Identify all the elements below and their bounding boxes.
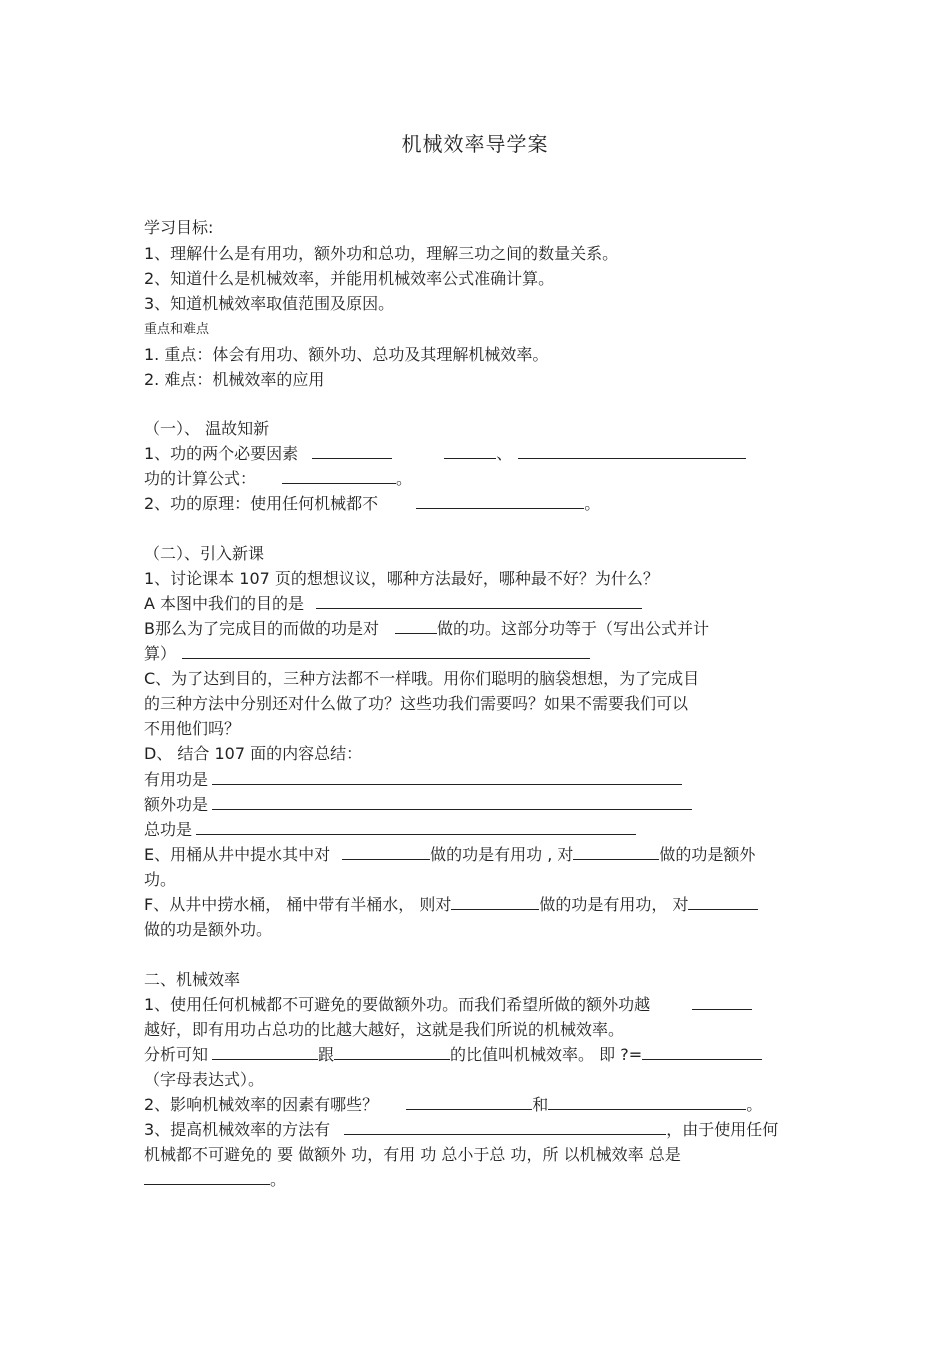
key-points-heading: 重点和难点 <box>144 322 210 337</box>
efficiency-l8 <box>144 1170 286 1190</box>
intro-q1: 1、讨论课本 107 页的想想议议，哪种方法最好，哪种最不好？为什么？ <box>144 569 659 588</box>
efficiency-l5b: 和 <box>532 1095 549 1114</box>
review-q1b <box>144 469 412 489</box>
fill-blank[interactable] <box>444 444 496 459</box>
intro-e1-mid: 做的功是有用功 , 对 <box>430 845 574 864</box>
fill-blank[interactable] <box>182 644 590 659</box>
fill-blank[interactable] <box>344 1120 666 1135</box>
efficiency-l3a: 分析可知 <box>144 1045 209 1064</box>
review-q1-text: 1、功的两个必要因素 <box>144 444 299 463</box>
intro-b1-tail: 做的功。这部分功等于（写出公式并计 <box>436 619 709 638</box>
fill-blank[interactable] <box>342 845 430 860</box>
intro-c3: 不用他们吗？ <box>144 719 241 738</box>
intro-b1 <box>144 619 709 639</box>
fill-blank[interactable] <box>642 1045 762 1060</box>
efficiency-l7: 机械都不可避免的 要 做额外 功，有用 功 总小于总 功，所 以机械效率 总是 <box>144 1145 681 1164</box>
intro-f1-text: F、从井中捞水桶， 桶中带有半桶水， 则对 <box>144 895 452 914</box>
review-q1 <box>144 444 746 464</box>
fill-blank[interactable] <box>212 770 682 785</box>
fill-blank[interactable] <box>196 820 636 835</box>
intro-heading: （二）、引入新课 <box>144 544 265 563</box>
intro-e2: 功。 <box>144 870 177 889</box>
fill-blank[interactable] <box>395 619 437 634</box>
total-work-label: 总功是 <box>144 820 193 839</box>
intro-a-text: A 本图中我们的目的是 <box>144 594 305 613</box>
key-point-item: 2. 难点：机械效率的应用 <box>144 370 325 389</box>
review-q2 <box>144 494 600 514</box>
fill-blank[interactable] <box>212 795 692 810</box>
intro-b2-text: 算） <box>144 644 177 663</box>
fill-blank[interactable] <box>692 995 752 1010</box>
period: 。 <box>270 1170 287 1189</box>
fill-blank[interactable] <box>548 1095 746 1110</box>
efficiency-l6b: ，由于使用任何 <box>666 1120 779 1139</box>
intro-f1-mid: 做的功是有用功， 对 <box>539 895 689 914</box>
efficiency-l4: （字母表达式）。 <box>144 1070 265 1089</box>
period: 。 <box>396 469 413 488</box>
efficiency-l1 <box>144 995 752 1015</box>
page-title: 机械效率导学案 <box>401 132 549 156</box>
review-heading: （一）、 温故知新 <box>144 419 270 438</box>
fill-blank[interactable] <box>282 469 396 484</box>
efficiency-l3c: 的比值叫机械效率。 即 ?= <box>450 1045 643 1064</box>
intro-c2: 的三种方法中分别还对什么做了功？这些功我们需要吗？如果不需要我们可以 <box>144 694 689 713</box>
separator: 、 <box>496 444 513 463</box>
efficiency-heading: 二、机械效率 <box>144 970 241 989</box>
fill-blank[interactable] <box>212 1045 318 1060</box>
efficiency-l5 <box>144 1095 762 1115</box>
fill-blank[interactable] <box>451 895 539 910</box>
intro-e1 <box>144 845 755 865</box>
objective-item: 2、知道什么是机械效率，并能用机械效率公式准确计算。 <box>144 269 555 288</box>
review-q2-text: 2、功的原理：使用任何机械都不 <box>144 494 379 513</box>
period: 。 <box>584 494 601 513</box>
intro-total <box>144 820 636 840</box>
fill-blank[interactable] <box>144 1170 270 1185</box>
fill-blank[interactable] <box>416 494 584 509</box>
fill-blank[interactable] <box>688 895 758 910</box>
intro-f2: 做的功是额外功。 <box>144 920 273 939</box>
efficiency-l6a: 3、提高机械效率的方法有 <box>144 1120 331 1139</box>
review-q1b-text: 功的计算公式： <box>144 469 257 488</box>
period: 。 <box>746 1095 763 1114</box>
intro-c1: C、为了达到目的，三种方法都不一样哦。用你们聪明的脑袋想想，为了完成目 <box>144 669 700 688</box>
efficiency-l2: 越好，即有用功占总功的比越大越好，这就是我们所说的机械效率。 <box>144 1020 625 1039</box>
key-point-item: 1. 重点：体会有用功、额外功、总功及其理解机械效率。 <box>144 345 549 364</box>
efficiency-l3 <box>144 1045 762 1065</box>
fill-blank[interactable] <box>312 444 392 459</box>
fill-blank[interactable] <box>573 845 659 860</box>
objective-item: 1、理解什么是有用功，额外功和总功，理解三功之间的数量关系。 <box>144 244 619 263</box>
intro-a <box>144 594 642 614</box>
efficiency-l6 <box>144 1120 778 1140</box>
intro-b1-text: B那么为了完成目的而做的功是对 <box>144 619 379 638</box>
intro-d: D、 结合 107 面的内容总结： <box>144 744 363 763</box>
intro-b2 <box>144 644 590 664</box>
intro-f1 <box>144 895 758 915</box>
fill-blank[interactable] <box>518 444 746 459</box>
fill-blank[interactable] <box>406 1095 532 1110</box>
intro-e1-text: E、用桶从井中提水其中对 <box>144 845 331 864</box>
objective-item: 3、知道机械效率取值范围及原因。 <box>144 294 395 313</box>
extra-work-label: 额外功是 <box>144 795 209 814</box>
efficiency-l5a: 2、影响机械效率的因素有哪些？ <box>144 1095 379 1114</box>
objectives-heading: 学习目标: <box>144 218 214 237</box>
intro-extra <box>144 795 692 815</box>
intro-e1-tail: 做的功是额外 <box>659 845 756 864</box>
intro-useful <box>144 770 682 790</box>
fill-blank[interactable] <box>334 1045 450 1060</box>
fill-blank[interactable] <box>316 594 642 609</box>
efficiency-l1-text: 1、使用任何机械都不可避免的要做额外功。而我们希望所做的额外功越 <box>144 995 651 1014</box>
efficiency-l3b: 跟 <box>318 1045 335 1064</box>
useful-work-label: 有用功是 <box>144 770 209 789</box>
